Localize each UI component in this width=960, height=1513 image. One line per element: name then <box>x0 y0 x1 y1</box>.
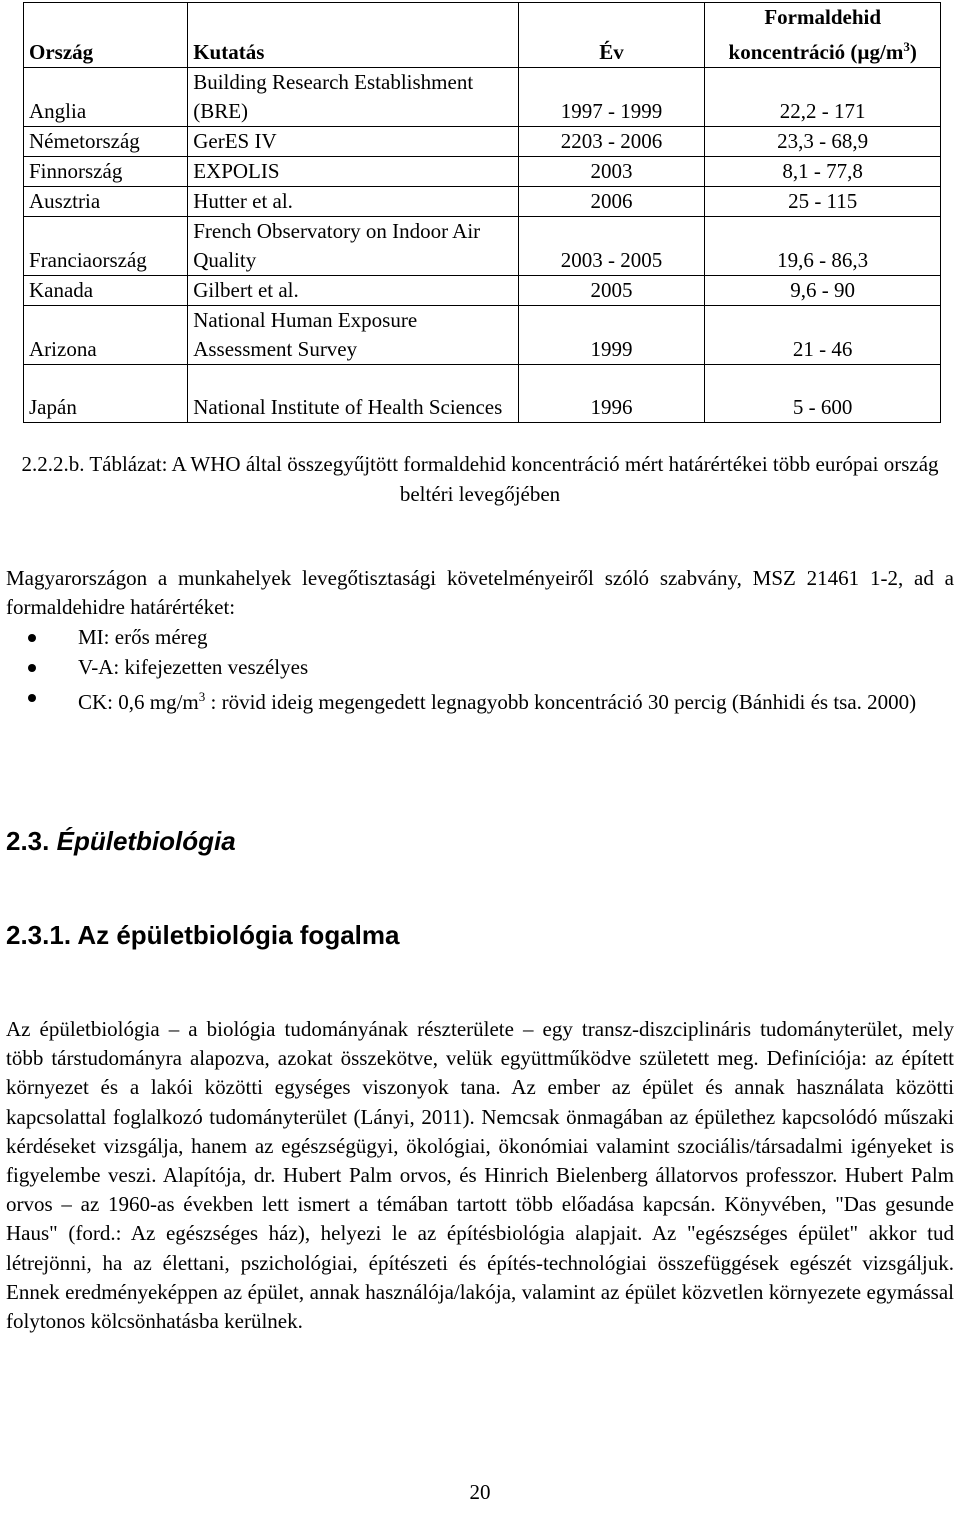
cell-research: GerES IV <box>188 127 518 157</box>
list-item-text: MI: erős méreg <box>78 625 208 649</box>
header-concentration-end: ) <box>909 40 917 64</box>
list-item <box>6 622 946 652</box>
page-number: 20 <box>469 1480 491 1504</box>
table-row <box>24 365 941 423</box>
header-concentration <box>705 3 941 68</box>
cell-country: Japán <box>24 365 188 423</box>
cell-country: Arizona <box>24 306 188 365</box>
cell-country: Franciaország <box>24 217 188 276</box>
cell-concentration: 19,6 - 86,3 <box>705 217 941 276</box>
cell-year: 2003 <box>518 157 705 187</box>
cell-concentration: 23,3 - 68,9 <box>705 127 941 157</box>
section-title: Épületbiológia <box>56 826 236 856</box>
header-concentration-sup: 3 <box>903 39 910 54</box>
header-year: Év <box>518 3 705 68</box>
table-row <box>24 127 941 157</box>
list-item-sup: 3 <box>198 689 206 704</box>
subsection-number: 2.3.1. <box>6 920 72 950</box>
table-row <box>24 68 941 127</box>
cell-year: 2003 - 2005 <box>518 217 705 276</box>
cell-research: Building Research Establishment (BRE) <box>188 68 518 127</box>
list-item-text-pre: CK: 0,6 mg/m <box>78 690 199 714</box>
cell-year: 2005 <box>518 276 705 306</box>
table-row <box>24 187 941 217</box>
subsection-heading <box>6 920 399 951</box>
cell-research: National Institute of Health Sciences <box>188 365 518 423</box>
body-paragraph: Az épületbiológia – a biológia tudományának részterülete – egy transz-diszciplináris tudományterület, mely több társtudományra alapozva, azokat összekötve, velük együttműködve született meg. Definíciója: az épített környezet és a lakói közötti egységes viszonyok tana. Az ember az épület és annak használata közötti kapcsolattal foglalkozó tudományterület (Lányi, 2011). Nemcsak önmagában az épülethez kapcsolódó műszaki kérdéseket vizsgálja, hanem az egészségügyi, ökológiai, ökonómiai valamint szociális/társadalmi igényeket is figyelembe veszi. Alapítója, dr. Hubert Palm orvos, és Hinrich Bielenberg állatorvos professzor. Hubert Palm orvos – az 1960-as években lett ismert a témában tartott több előadása kapcsán. Könyvében, "Das gesunde Haus" (ford.: Az egészséges ház), helyezi le az építésbiológia alapjait. Az "egészséges épület" akkor tud létrejönni, ha az élettani, pszichológiai, építészeti és építés-technológiai összefüggések egészét vizsgáljuk. Ennek eredményeképpen az épület, annak használója/lakója, valamint az épület közvetlen környezete egymással folytonos kölcsönhatásba kerülnek. <box>6 1017 954 1334</box>
cell-year: 1996 <box>518 365 705 423</box>
cell-concentration: 22,2 - 171 <box>705 68 941 127</box>
cell-research: Hutter et al. <box>188 187 518 217</box>
subsection-title: Az épületbiológia fogalma <box>77 920 400 950</box>
section-heading <box>6 826 236 857</box>
bullet-icon <box>28 664 36 672</box>
cell-country: Anglia <box>24 68 188 127</box>
table-row <box>24 276 941 306</box>
bullet-icon <box>28 694 36 702</box>
list-item-text: V-A: kifejezetten veszélyes <box>78 655 309 679</box>
list-item <box>6 682 946 717</box>
cell-year: 1999 <box>518 306 705 365</box>
cell-country: Ausztria <box>24 187 188 217</box>
list-item-text-post: : rövid ideig megengedett legnagyobb koncentráció 30 percig (Bánhidi és tsa. 2000) <box>205 690 917 714</box>
caption-text: Táblázat: A WHO által összegyűjtött formaldehid koncentráció mért határértékei több európai ország beltéri levegőjében <box>89 452 939 506</box>
header-country: Ország <box>24 3 188 68</box>
table-caption <box>6 449 954 509</box>
cell-research: National Human Exposure Assessment Survey <box>188 306 518 365</box>
list-item <box>6 652 946 682</box>
cell-concentration: 8,1 - 77,8 <box>705 157 941 187</box>
header-concentration-line1: Formaldehid <box>764 5 882 29</box>
table-row <box>24 306 941 365</box>
cell-concentration: 9,6 - 90 <box>705 276 941 306</box>
cell-country: Finnország <box>24 157 188 187</box>
intro-paragraph: Magyarországon a munkahelyek levegőtisztasági követelményeiről szóló szabvány, MSZ 21461 1-2, ad a formaldehidre határértéket: <box>6 566 954 619</box>
cell-concentration: 5 - 600 <box>705 365 941 423</box>
cell-research: EXPOLIS <box>188 157 518 187</box>
table-row <box>24 157 941 187</box>
cell-research: French Observatory on Indoor Air Quality <box>188 217 518 276</box>
cell-year: 2203 - 2006 <box>518 127 705 157</box>
cell-year: 2006 <box>518 187 705 217</box>
cell-country: Kanada <box>24 276 188 306</box>
cell-research: Gilbert et al. <box>188 276 518 306</box>
cell-concentration: 21 - 46 <box>705 306 941 365</box>
bullet-icon <box>28 634 36 642</box>
cell-country: Németország <box>24 127 188 157</box>
table-row <box>24 217 941 276</box>
formaldehyde-table <box>23 2 941 423</box>
limit-values-list <box>6 622 946 717</box>
caption-number: 2.2.2.b. <box>21 452 85 476</box>
table-header-row <box>24 3 941 68</box>
section-number: 2.3. <box>6 826 50 856</box>
cell-concentration: 25 - 115 <box>705 187 941 217</box>
header-research: Kutatás <box>188 3 518 68</box>
header-concentration-line2: koncentráció (µg/m <box>728 40 904 64</box>
cell-year: 1997 - 1999 <box>518 68 705 127</box>
